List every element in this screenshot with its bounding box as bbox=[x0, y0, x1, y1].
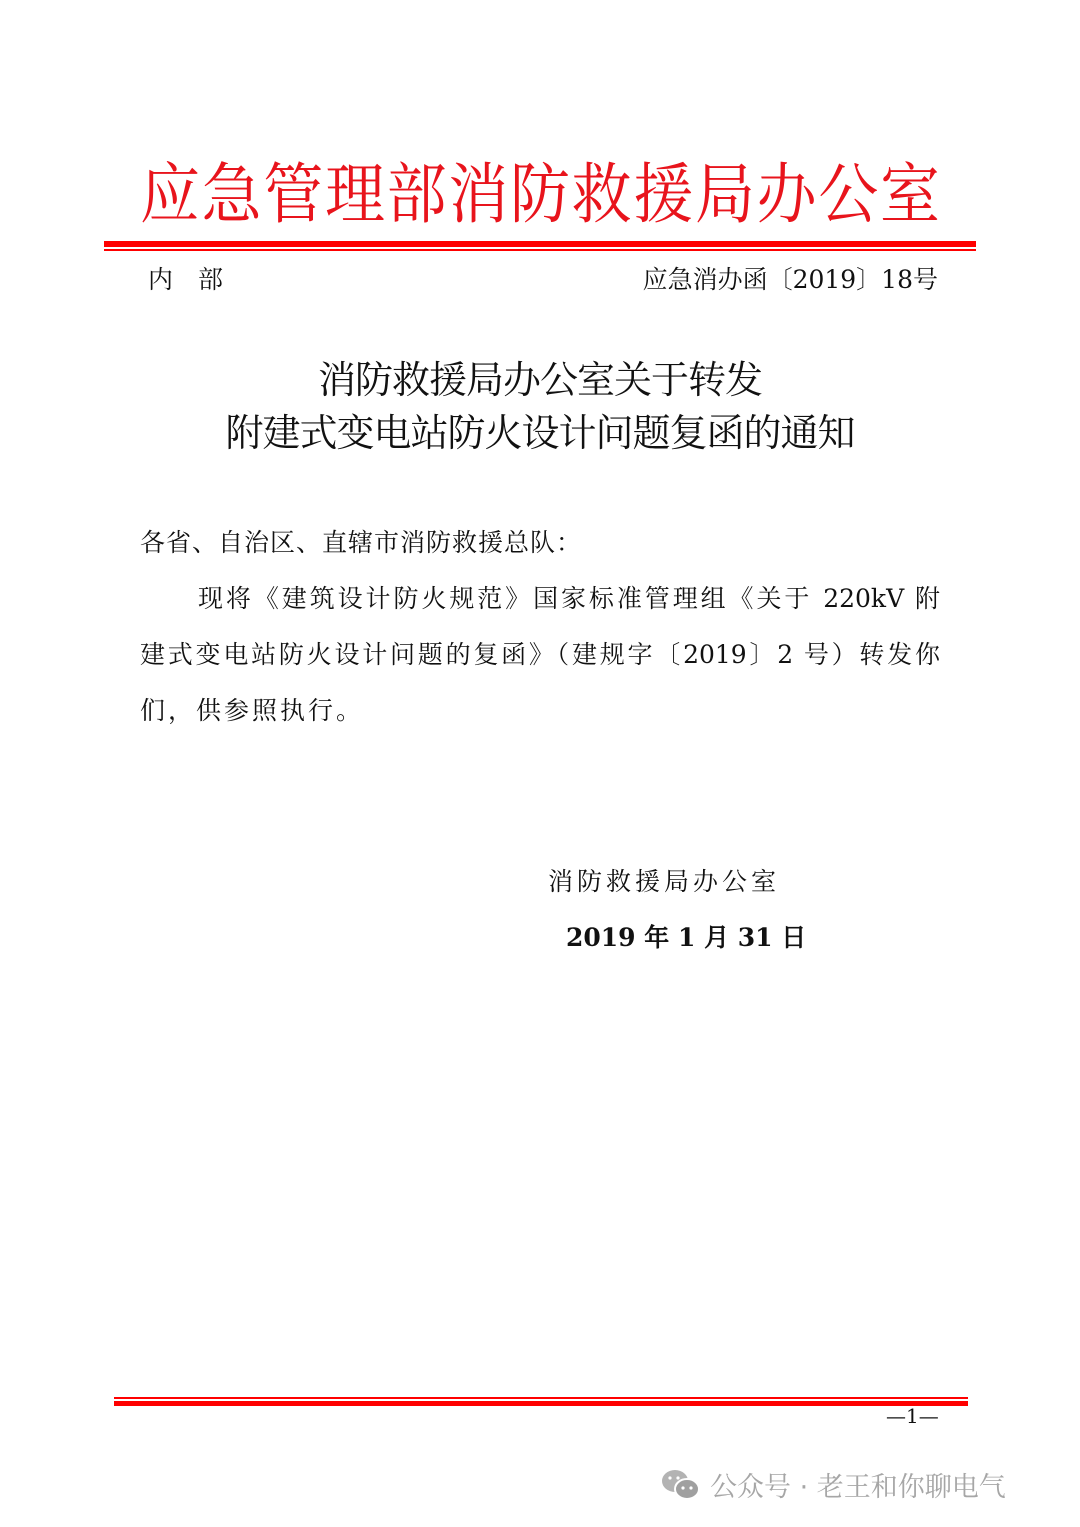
paragraph-line: 建式变电站防火设计问题的复函》（建规字〔2019〕2 号）转发你 bbox=[140, 640, 940, 669]
header-rule bbox=[104, 241, 976, 247]
signature-org: 消防救援局办公室 bbox=[548, 867, 781, 896]
signature-date: 2019 年 1 月 31 日 bbox=[566, 923, 807, 952]
footer-rule bbox=[114, 1401, 968, 1406]
notice-title-line1: 消防救援局办公室关于转发 bbox=[317, 358, 762, 402]
footer-rule-thin bbox=[114, 1397, 968, 1399]
paragraph-line: 们，供参照执行。 bbox=[140, 696, 365, 725]
header-rule-thin bbox=[104, 249, 976, 251]
classification-label: 内 部 bbox=[148, 265, 224, 294]
page-number: —1— bbox=[886, 1404, 939, 1428]
document-number: 应急消办函〔2019〕18号 bbox=[642, 265, 938, 294]
wechat-icon bbox=[660, 1467, 702, 1503]
notice-title-line2: 附建式变电站防火设计问题复函的通知 bbox=[225, 411, 855, 455]
issuer-title: 应急管理部消防救援局办公室 bbox=[140, 156, 940, 234]
watermark bbox=[660, 1465, 1006, 1504]
paragraph-line: 现将《建筑设计防火规范》国家标准管理组《关于 220kV 附 bbox=[198, 584, 940, 613]
watermark-text: 公众号 · 老王和你聊电气 bbox=[710, 1472, 1006, 1503]
salutation: 各省、自治区、直辖市消防救援总队： bbox=[140, 528, 583, 557]
